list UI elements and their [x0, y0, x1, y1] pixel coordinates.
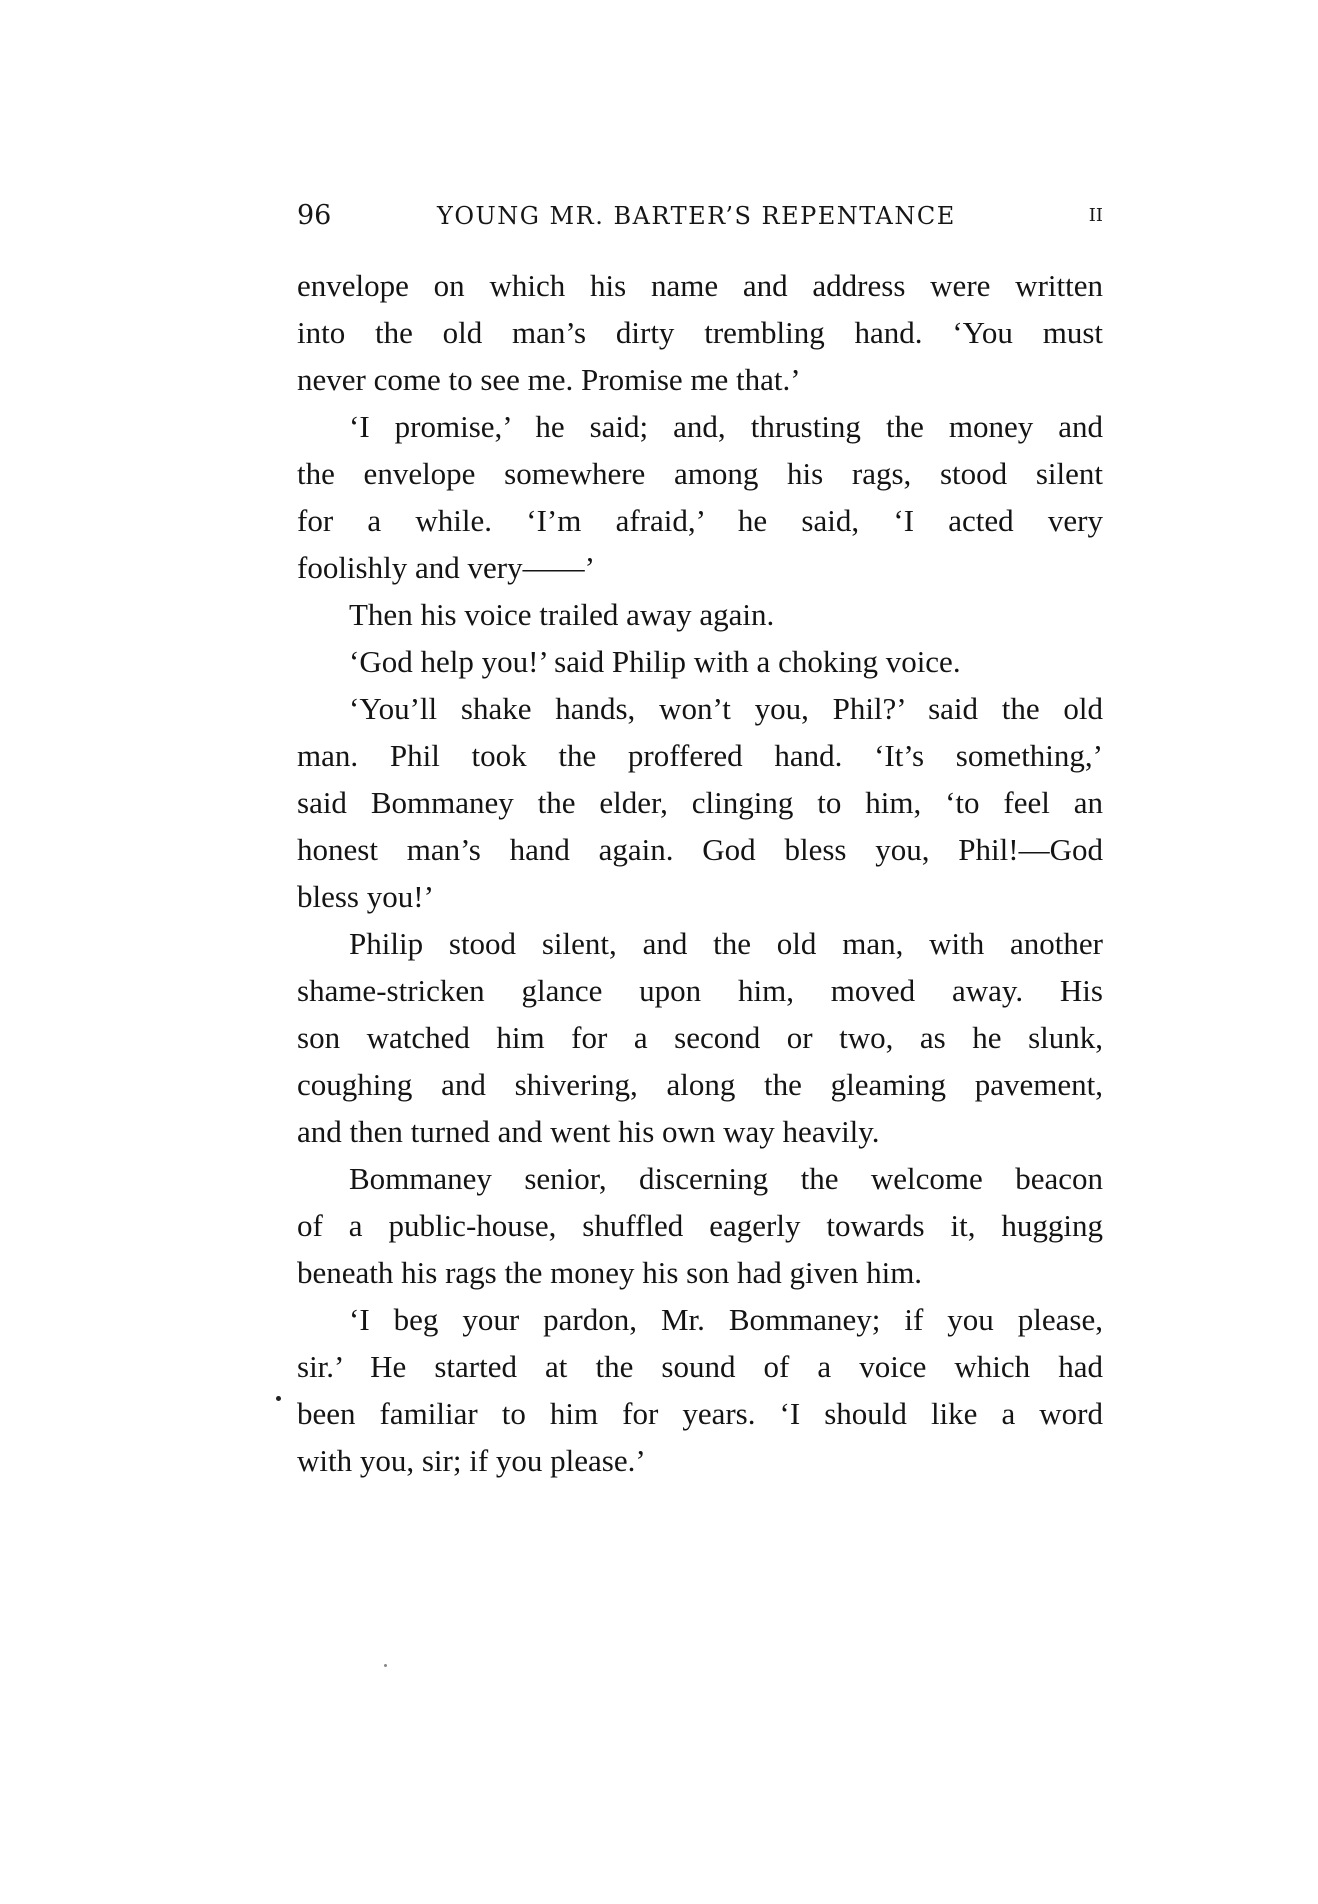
paragraph — [297, 262, 1103, 403]
text-line: ‘You’ll shake hands, won’t you, Phil?’ said the old — [349, 691, 1103, 726]
text-line: beneath his rags the money his son had given him. — [297, 1255, 923, 1290]
text-line: never come to see me. Promise me that.’ — [297, 362, 801, 397]
ink-speck — [276, 1396, 281, 1401]
text-line: for a while. ‘I’m afraid,’ he said, ‘I acted very — [297, 503, 1103, 538]
text-line: ‘I promise,’ he said; and, thrusting the money and — [349, 409, 1103, 444]
paragraph — [297, 403, 1103, 591]
paragraph — [297, 920, 1103, 1155]
text-line: ‘I beg your pardon, Mr. Bommaney; if you please, — [349, 1302, 1103, 1337]
running-title: YOUNG MR. BARTER’S REPENTANCE — [437, 202, 956, 230]
text-line: of a public-house, shuffled eagerly towards it, hugging — [297, 1208, 1103, 1243]
text-line: the envelope somewhere among his rags, stood silent — [297, 456, 1103, 491]
text-line: son watched him for a second or two, as he slunk, — [297, 1020, 1103, 1055]
text-line: Bommaney senior, discerning the welcome beacon — [349, 1161, 1103, 1196]
paragraph — [297, 1155, 1103, 1296]
text-line: ‘God help you!’ said Philip with a choking voice. — [349, 644, 961, 679]
chapter-number: II — [1088, 205, 1103, 226]
text-line: envelope on which his name and address were written — [297, 268, 1103, 303]
text-line: foolishly and very——’ — [297, 550, 595, 585]
page-number: 96 — [297, 200, 332, 231]
body-text — [297, 262, 1103, 1484]
text-line: said Bommaney the elder, clinging to him, ‘to feel an — [297, 785, 1103, 820]
paragraph — [297, 638, 1103, 685]
paragraph — [297, 1296, 1103, 1484]
text-line: with you, sir; if you please.’ — [297, 1443, 646, 1478]
ink-speck — [384, 1664, 387, 1667]
paragraph — [297, 591, 1103, 638]
text-line: coughing and shivering, along the gleaming pavement, — [297, 1067, 1103, 1102]
text-line: Then his voice trailed away again. — [349, 597, 775, 632]
text-line: into the old man’s dirty trembling hand. ‘You must — [297, 315, 1103, 350]
paragraph — [297, 685, 1103, 920]
text-line: man. Phil took the proffered hand. ‘It’s something,’ — [297, 738, 1103, 773]
text-line: bless you!’ — [297, 879, 434, 914]
text-line: been familiar to him for years. ‘I should like a word — [297, 1396, 1103, 1431]
page-header — [297, 196, 1103, 236]
text-line: Philip stood silent, and the old man, with another — [349, 926, 1103, 961]
text-line: honest man’s hand again. God bless you, Phil!—God — [297, 832, 1103, 867]
text-line: sir.’ He started at the sound of a voice which had — [297, 1349, 1103, 1384]
text-line: shame-stricken glance upon him, moved away. His — [297, 973, 1103, 1008]
text-line: and then turned and went his own way heavily. — [297, 1114, 880, 1149]
